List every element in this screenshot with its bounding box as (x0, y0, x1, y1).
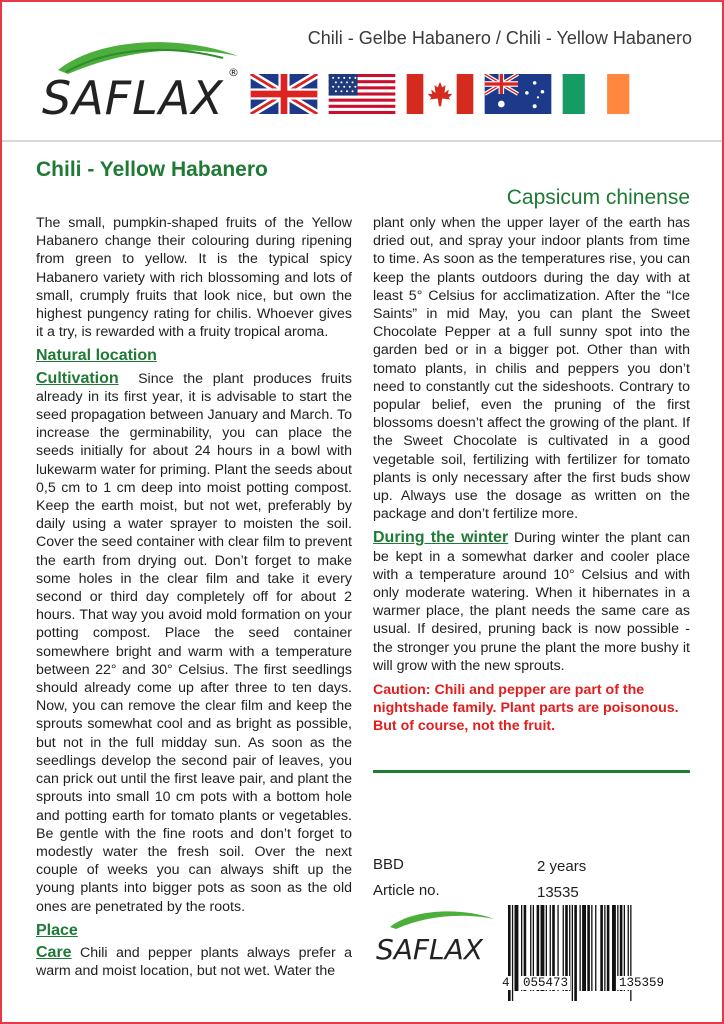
barcode-lead-digit: 4 (502, 976, 510, 990)
barcode-bar (572, 905, 573, 1001)
ireland-flag-icon (562, 74, 630, 114)
barcode-bar (512, 905, 513, 1001)
barcode-bar (591, 905, 592, 991)
barcode-bar (612, 905, 616, 991)
uk-flag-icon (250, 74, 318, 114)
barcode-group-1: 055473 (523, 976, 569, 990)
caution-note: Caution: Chili and pepper are part of the nightshade family. Plant parts are poisonous. But of course, not the fruit. (373, 682, 679, 735)
header (2, 2, 722, 144)
us-flag-icon (328, 74, 396, 114)
barcode-bar (607, 905, 610, 991)
latin-name: Capsicum chinense (506, 186, 690, 209)
barcode-bar (600, 905, 603, 991)
winter-text: During winter the plant can be kept in a somewhat darker and cooler place with a temperature around 10° Celsius and with only moderate watering. When it hibernates in a warmer place, the plant needs the same care as usual. If desired, pruning back is now possible - the stronger you prune the plant the more bushy it will grow with the new sprouts. (373, 530, 690, 674)
svg-text:SAFLAX: SAFLAX (376, 933, 483, 965)
barcode-bar (574, 905, 577, 1001)
winter-paragraph (373, 529, 690, 675)
barcode-bar (587, 905, 590, 991)
canada-flag-icon (406, 74, 474, 114)
care-text: Chili and pepper plants always prefer a warm and moist location, but not wet. Water the (36, 944, 352, 980)
article-label: Article no. (373, 882, 440, 899)
saflax-logo (38, 32, 248, 122)
barcode-bar (582, 905, 586, 991)
article-value: 13535 (537, 884, 579, 901)
australia-flag-icon (484, 74, 552, 114)
right-column (373, 214, 690, 742)
care-heading: Care (36, 943, 72, 961)
barcode-bar (604, 905, 605, 991)
cultivation-text: Since the plant produces fruits already in its first year, it is advisable to start the seed propagation between January and March. To increase the germinability, you can place the seeds initially for about 24 hours in a bowl with lukewarm water for priming. Plant the seeds about 0,5 cm to 1 cm deep into moist potting compost. Keep the earth moist, but not wet, preferably by daily using a water sprayer to moisten the soil. Cover the seed container with clear film to prevent the earth from drying out. Don’t forget to make some holes in the clear film and take it every second or third day completely off for about 2 hours. That way you avoid mold formation on your potting compost. Place the seed container somewhere bright and warm with a temperature between 22° and 30° Celsius. The first seedlings should already come up after three to ten days. Now, you can remove the clear film and keep the sprouts somewhat cool and as bright as possible, but not in the full midday sun. As soon as the seedlings develop the second pair of leaves, you can prick out until the first leave pair, and plant the sprouts into small 10 cm pots with a bottom hole and potting earth for tomato plants or vegetables. Be gentle with the fine roots and don’t forget to modestly water the fresh soil. Over the next couple of weeks you can always shift up the young plants into bigger pots as soon as the old ones are penetrated by the roots. (36, 370, 352, 915)
flag-row (250, 74, 630, 114)
barcode-bar (580, 905, 581, 991)
left-column (36, 214, 352, 986)
header-title: Chili - Gelbe Habanero / Chili - Yellow Habanero (307, 28, 692, 48)
winter-heading: During the winter (373, 529, 509, 547)
barcode-bar (515, 905, 519, 991)
barcode-group-2: 135359 (619, 976, 665, 990)
brand-text: SAFLAX (42, 71, 224, 122)
product-title: Chili - Yellow Habanero (36, 158, 268, 181)
natural-location-heading: Natural location (36, 347, 157, 365)
svg-text:®: ® (228, 66, 239, 79)
intro-paragraph: The small, pumpkin-shaped fruits of the Yellow Habanero change their colouring during ripening from green to yellow. It is the typical spicy Habanero variety with rich blossoming and lots of small, crumply fruits that look nice, but own the highest pungency rating for chilis. Whoever gives it a try, is rewarded with a fruity tropical aroma. (36, 215, 352, 341)
header-divider (2, 140, 722, 142)
saflax-logo-small (372, 905, 500, 965)
place-heading: Place (36, 921, 78, 939)
care-paragraph (36, 944, 352, 980)
barcode-bar (595, 905, 596, 991)
care-continued-paragraph: plant only when the upper layer of the earth has dried out, and spray your indoor plants from time to time. As soon as the temperatures rise, you can keep the plants outdoors during the day with at least 5° Celsius for acclimatization. After the “Ice Saints” in mid May, you can plant the Sweet Chocolate Pepper at a full sunny spot into the garden bed or in a bigger pot. Other than with tomato plants, in chilis and peppers you don’t need to constantly cut the sideshoots. Contrary to popular belief, even the pruning of the first blossoms doesn’t affect the growing of the plant. If the Sweet Chocolate is cultivated in a good vegetable soil, fertilizing with fertilizer for tomato plants is only necessary after the first buds show up. Always use the dosage as written on the package and don’t fertilize more. (373, 215, 690, 523)
section-divider (373, 770, 690, 773)
bbd-label: BBD (373, 856, 404, 873)
bbd-value: 2 years (537, 858, 587, 875)
cultivation-heading: Cultivation (36, 369, 119, 387)
cultivation-paragraph (36, 370, 352, 916)
